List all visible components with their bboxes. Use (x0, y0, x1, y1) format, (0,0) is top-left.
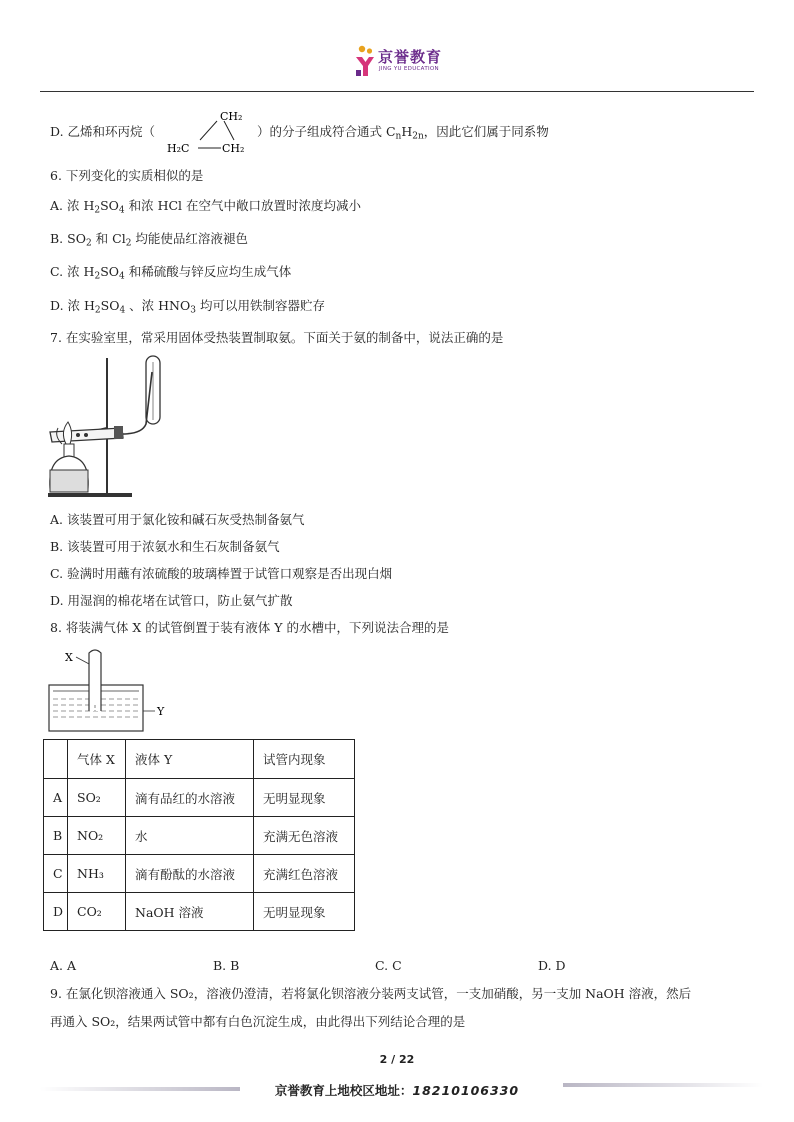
header-divider (40, 91, 754, 92)
q5-option-d-suffix: ）的分子组成符合通式 $C_nH_{2n}$，因此它们属于同系物 (257, 124, 549, 142)
q6-option-d: D. 浓 $H_2SO_4$ 、浓 $HNO_3$ 均可以用铁制容器贮存 (50, 298, 325, 316)
table-cell: 充满红色溶液 (254, 855, 355, 893)
table-header-cell: 液体 Y (126, 740, 254, 779)
cyclopropane-structure (162, 107, 262, 157)
table-cell: 滴有酚酞的水溶液 (126, 855, 254, 893)
table-row (44, 855, 355, 893)
label-y: Y (157, 705, 165, 718)
q6-option-a: A. 浓 $H_2SO_4$ 和浓 HCl 在空气中敞口放置时浓度均减小 (50, 198, 362, 216)
table-cell: 无明显现象 (254, 893, 355, 931)
q6-option-b: B. $SO_2$ 和 $Cl_2$ 均能使品红溶液褪色 (50, 231, 248, 249)
q6-stem: 6. 下列变化的实质相似的是 (50, 168, 204, 183)
ring-top-label: CH₂ (220, 110, 243, 123)
table-cell: 无明显现象 (254, 779, 355, 817)
page-number: 2 / 22 (379, 1053, 415, 1066)
label-x: X (65, 651, 73, 664)
table-row (44, 779, 355, 817)
inverted-tube-trough-figure (45, 645, 175, 735)
logo-text-cn: 京誉教育 (378, 48, 443, 66)
table-cell: NH₃ (68, 855, 126, 893)
q8-answer-b: B. B (213, 958, 240, 973)
q8-answer-c: C. C (375, 958, 402, 973)
table-cell: D (44, 893, 68, 931)
q7-option-a: A. 该装置可用于氯化铵和碱石灰受热制备氨气 (50, 512, 305, 527)
table-cell: CO₂ (68, 893, 126, 931)
q5-option-d: D. 乙烯和环丙烷（ (50, 124, 156, 139)
table-row (44, 817, 355, 855)
footer-address (0, 1081, 794, 1099)
table-cell: NO₂ (68, 817, 126, 855)
table-cell: B (44, 817, 68, 855)
q8-options-table (43, 739, 355, 931)
ring-left-label: H₂C (167, 142, 190, 155)
q9-stem-line2: 再通入 SO₂，结果两试管中都有白色沉淀生成，由此得出下列结论合理的是 (50, 1014, 466, 1029)
footer-address-label: 京誉教育上地校区地址： (274, 1083, 413, 1098)
table-header-row (44, 740, 355, 779)
logo-mark-icon (354, 44, 376, 78)
table-cell: NaOH 溶液 (126, 893, 254, 931)
ammonia-apparatus-figure (40, 348, 180, 500)
footer-phone: 18210106330 (412, 1083, 520, 1098)
q7-option-b: B. 该装置可用于浓氨水和生石灰制备氨气 (50, 539, 280, 554)
table-cell: 充满无色溶液 (254, 817, 355, 855)
table-header-cell (44, 740, 68, 779)
q7-option-c: C. 验满时用蘸有浓硫酸的玻璃棒置于试管口观察是否出现白烟 (50, 566, 393, 581)
ring-right-label: CH₂ (222, 142, 245, 155)
table-header-cell: 气体 X (68, 740, 126, 779)
table-cell: SO₂ (68, 779, 126, 817)
table-row (44, 893, 355, 931)
q8-answer-a: A. A (50, 958, 77, 973)
q6-option-c: C. 浓 $H_2SO_4$ 和稀硫酸与锌反应均生成气体 (50, 264, 292, 282)
q7-option-d: D. 用湿润的棉花堵在试管口，防止氨气扩散 (50, 593, 293, 608)
table-header-cell: 试管内现象 (254, 740, 355, 779)
table-cell: 水 (126, 817, 254, 855)
q8-stem: 8. 将装满气体 X 的试管倒置于装有液体 Y 的水槽中，下列说法合理的是 (50, 620, 449, 635)
table-cell: 滴有品红的水溶液 (126, 779, 254, 817)
q8-answer-d: D. D (538, 958, 566, 973)
table-cell: A (44, 779, 68, 817)
table-cell: C (44, 855, 68, 893)
q9-stem-line1: 9. 在氯化钡溶液通入 SO₂，溶液仍澄清，若将氯化钡溶液分装两支试管，一支加硝酸，另一支加 NaOH 溶液，然后 (50, 986, 692, 1001)
logo-text-en: JING YU EDUCATION (379, 66, 439, 72)
brand-logo (354, 44, 454, 80)
q7-stem: 7. 在实验室里，常采用固体受热装置制取氨。下面关于氨的制备中，说法正确的是 (50, 330, 504, 345)
